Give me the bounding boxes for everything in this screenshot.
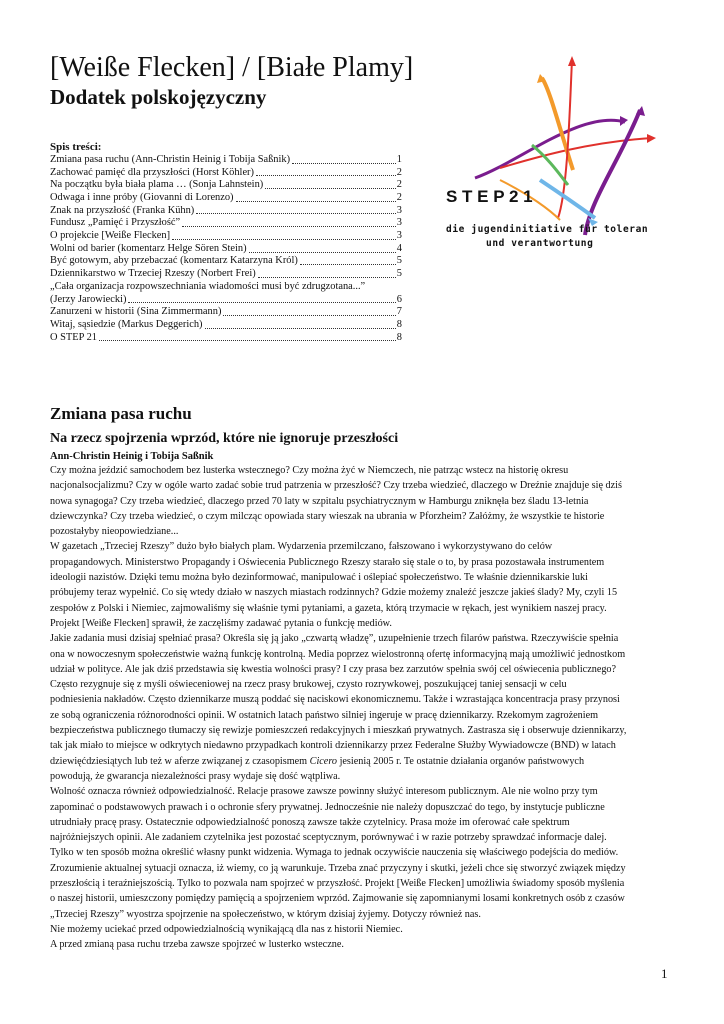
article-authors: Ann-Christin Heinig i Tobija Saßnik xyxy=(50,451,214,462)
article-line: powodują, że gwarancja niezależności prasy wydaje się dość wątpliwa. xyxy=(50,770,341,782)
toc-leader-dots xyxy=(99,340,396,341)
toc-item[interactable] xyxy=(50,268,402,281)
toc-item[interactable] xyxy=(50,167,402,180)
article-line: podniesienia nakładów. Często dziennikarze muszą poddać się naciskowi ekonomicznemu. Także i wzrastająca koncentracja prasy przynosi xyxy=(50,694,620,706)
article-line: W gazetach „Trzeciej Rzeszy” dużo było białych plam. Wydarzenia przemilczano, fałszowano i wykorzystywano do celów xyxy=(50,541,553,553)
article-line: Tylko w ten sposób można określić własny punkt widzenia. Wymaga to jednak oczywiście nauczenia się właściwego podejścia do mediów. xyxy=(50,847,619,859)
toc-item-page: 6 xyxy=(396,293,402,305)
logo-tagline-2: und verantwortung xyxy=(486,238,594,249)
toc-item-page: 5 xyxy=(396,268,402,280)
article-line: pozostałyby nieopowiedziane... xyxy=(50,526,179,538)
article-line: bezpieczeństwa publicznego tłumaczy się rewizje pomieszczeń redakcyjnych i mieszkań prywatnych. Zastrasza się i obserwuje dziennikarzy, xyxy=(50,725,627,737)
article-body xyxy=(50,463,668,953)
toc-item-page: 8 xyxy=(396,318,402,330)
table-of-contents xyxy=(50,154,402,344)
article-line: Projekt [Weiße Flecken] sprawił, że zaczęliśmy zadawać pytania o funkcję mediów. xyxy=(50,617,392,629)
article-line: Jakie zadania musi dzisiaj spełniać prasa? Określa się ją jako „czwartą władzę”, uzupełnienie trzech filarów państwa. Rzeczywiście spełnia xyxy=(50,633,619,645)
article-subtitle: Na rzecz spojrzenia wprzód, które nie ignoruje przeszłości xyxy=(50,431,399,446)
article-line: tak jak miało to miejsce w odkrytych niedawno przypadkach kontroli dziennikarzy przez Federalne Służby Wywiadowcze (BND) w latach xyxy=(50,740,616,752)
toc-leader-dots xyxy=(182,226,396,227)
toc-item-title: Wolni od barier (komentarz Helge Sören Stein) xyxy=(50,242,247,254)
toc-item-title: Zachować pamięć dla przyszłości (Horst Köhler) xyxy=(50,166,254,178)
toc-item-page: 8 xyxy=(396,331,402,343)
toc-item[interactable] xyxy=(50,205,402,218)
toc-item[interactable] xyxy=(50,154,402,167)
article-line: A przed zmianą pasa ruchu trzeba zawsze spojrzeć w lusterko wsteczne. xyxy=(50,939,344,951)
document-subtitle: Dodatek polskojęzyczny xyxy=(50,85,267,109)
toc-leader-dots xyxy=(205,328,396,329)
article-line: dziewczynka? Czy trzeba wiedzieć, o czym milcząc opowiada stary wieszak na ubrania w Pforzheim? Załóżmy, że wszystkie te historie xyxy=(50,510,605,522)
toc-item[interactable] xyxy=(50,281,402,294)
toc-item-page: 3 xyxy=(396,217,402,229)
toc-item-title: „Cała organizacja rozpowszechniania wiadomości musi być zdrugzotana...” xyxy=(50,280,366,292)
logo-tagline-1: die jugendinitiative für toleran xyxy=(446,224,649,235)
toc-item[interactable] xyxy=(50,179,402,192)
page-number: 1 xyxy=(661,966,668,981)
toc-leader-dots xyxy=(172,239,396,240)
toc-item-page: 3 xyxy=(396,230,402,242)
article-line: dziewięćdziesiątych lub też w aferze związanej z czasopismem Cicero jesienią 2005 r. Te ostatnie działania organów państwowych xyxy=(50,755,585,767)
toc-leader-dots xyxy=(265,188,396,189)
article-line: o naszej historii, umieszczony pomiędzy pamięcią a spojrzeniem wprzód. Zajmowanie się zapomnianymi losami konkretnych osób z czasów xyxy=(50,893,625,905)
document-title: [Weiße Flecken] / [Białe Plamy] xyxy=(50,52,414,83)
article-line: ideologii nazistów. Dzięki temu można było dezinformować, manipulować i oślepiać społeczeństwo. Te właśnie dziennikarskie luki xyxy=(50,572,588,584)
toc-item-title: O projekcie [Weiße Flecken] xyxy=(50,230,171,242)
article-line: zapominać o podstawowych prawach i o ochronie sfery prywatnej. Jednocześnie nie należy dopuszczać do tego, by instytucje publiczne xyxy=(50,801,605,813)
toc-item-title: Fundusz „Pamięć i Przyszłość” xyxy=(50,217,181,229)
toc-item-title: Znak na przyszłość (Franka Kühn) xyxy=(50,204,195,216)
article-line: zespołów z Polski i Niemiec, zajmowaliśmy się właśnie tymi pytaniami, a gazeta, którą trzymacie w rękach, jest wynikiem naszej pracy. xyxy=(50,602,607,614)
toc-item-title: Na początku była biała plama … (Sonja Lahnstein) xyxy=(50,179,264,191)
toc-item-page: 4 xyxy=(396,242,402,254)
toc-item-title: Odwaga i inne próby (Giovanni di Lorenzo) xyxy=(50,192,234,204)
article-line: propagandowych. Ministerstwo Propagandy i Oświecenia Publicznego Rzeszy starało się stale o to, by prasa pozostawała instrumentem xyxy=(50,556,605,568)
article-line: najróżniejszych opinii. Ale zadaniem czytelnika jest pozostać sceptycznym, porównywać i w razie potrzeby sprawdzać informacje dalej. xyxy=(50,832,607,844)
toc-item-page: 7 xyxy=(396,306,402,318)
article-line: „Trzeciej Rzeszy” wyostrza spojrzenie na społeczeństwo, w którym dzisiaj żyjemy. Dotyczy również nas. xyxy=(50,908,481,920)
logo-wordmark: S T E P 2 1 xyxy=(446,187,533,206)
article-line: nacjonalsocjalizmu? Czy w ogóle warto zadać sobie trud patrzenia w przeszłość? Czy trzeba wiedzieć, dlaczego w Dreźnie znajduje się dziś xyxy=(50,480,622,492)
article-line: Nie możemy uciekać przed odpowiedzialnością wynikającą dla nas z historii Niemiec. xyxy=(50,923,403,935)
toc-item[interactable] xyxy=(50,256,402,269)
toc-leader-dots xyxy=(256,175,396,176)
toc-heading: Spis treści: xyxy=(50,141,102,153)
toc-item-page: 2 xyxy=(396,166,402,178)
toc-leader-dots xyxy=(223,315,395,316)
toc-item-page: 1 xyxy=(396,153,402,165)
article-line: ona w nowoczesnym społeczeństwie ważną funkcję kontrolną. Media poprzez wielostronną ofertę informacyjną mają umożliwić jednostkom xyxy=(50,648,626,660)
article-line: przeszłością i teraźniejszością. Tylko to pozwala nam spojrzeć w przyszłość. Projekt [Weiße Flecken] umożliwia świadomy sposób myślenia xyxy=(50,878,625,890)
toc-item[interactable] xyxy=(50,230,402,243)
toc-item[interactable] xyxy=(50,243,402,256)
article-title: Zmiana pasa ruchu xyxy=(50,404,192,423)
toc-item[interactable] xyxy=(50,319,402,332)
toc-leader-dots xyxy=(128,302,395,303)
toc-item-page: 2 xyxy=(396,192,402,204)
article-line: Zrozumienie aktualnej sytuacji oznacza, iż wiemy, co ją warunkuje. Trzeba znać przyczyny i skutki, jeżeli chce się stworzyć związek między xyxy=(50,862,626,874)
toc-leader-dots xyxy=(300,264,396,265)
toc-item[interactable] xyxy=(50,332,402,345)
article-line: próbujemy teraz wypełnić. Co się wtedy działo w naszych miastach rodzinnych? Gdzie możemy znaleźć jeszcze jakieś ślady? My, czyli 15 xyxy=(50,587,618,599)
article-line: Często rezygnuje się z myśli oświeceniowej na rzecz prasy brukowej, czysto rozrywkowej, poszukującej taniej sensacji w celu xyxy=(50,679,567,691)
toc-item[interactable] xyxy=(50,294,402,307)
article-line: udział w polityce. Ale jak dziś przedstawia się kwestia wolności prasy? I czy prasa bez zarzutów spełnia swój cel oświecenia publicznego? xyxy=(50,663,617,675)
toc-item-title: Dziennikarstwo w Trzeciej Rzeszy (Norbert Frei) xyxy=(50,268,256,280)
toc-item-page: 5 xyxy=(396,255,402,267)
toc-leader-dots xyxy=(196,213,396,214)
article-line: nowa synagoga? Czy trzeba wiedzieć, dlaczego przed 70 laty w szpitalu psychiatrycznym w Hamburgu zniknęła bez śladu 13-letnia xyxy=(50,495,589,507)
toc-item-title: Witaj, sąsiedzie (Markus Deggerich) xyxy=(50,318,203,330)
toc-item[interactable] xyxy=(50,192,402,205)
toc-leader-dots xyxy=(236,201,396,202)
toc-leader-dots xyxy=(292,163,396,164)
toc-item-page: 2 xyxy=(396,179,402,191)
article-line: Wolność oznacza również odpowiedzialność. Relacje prasowe zawsze powinny służyć interesom publicznym. Ale nie wolno przy tym xyxy=(50,786,598,798)
toc-item-title: Zmiana pasa ruchu (Ann-Christin Heinig i Tobija Saßnik) xyxy=(50,153,291,165)
toc-leader-dots xyxy=(249,252,396,253)
article-line: Czy można jeździć samochodem bez lusterka wstecznego? Czy można żyć w Niemczech, nie patrząc wstecz na historię okresu xyxy=(50,465,569,476)
toc-leader-dots xyxy=(258,277,396,278)
toc-item-title: Być gotowym, aby przebaczać (komentarz Katarzyna Król) xyxy=(50,255,298,267)
toc-item[interactable] xyxy=(50,217,402,230)
article-line: ze sobą ograniczenia różnorodności opinii. W ostatnich latach państwo silniej ingeruje w pracę dziennikarzy. Rzekomym zagrożeniem xyxy=(50,709,599,721)
toc-item-title: Zanurzeni w historii (Sina Zimmermann) xyxy=(50,306,222,318)
toc-item-title: O STEP 21 xyxy=(50,331,97,343)
toc-item-page: 3 xyxy=(396,204,402,216)
toc-item-title: (Jerzy Jarowiecki) xyxy=(50,293,127,305)
article-line: utrudniały pracę prasy. Ostatecznie odpowiedzialność ponoszą zawsze także czytelnicy. Prasa może im oferować całe spektrum xyxy=(50,816,570,828)
toc-item[interactable] xyxy=(50,306,402,319)
